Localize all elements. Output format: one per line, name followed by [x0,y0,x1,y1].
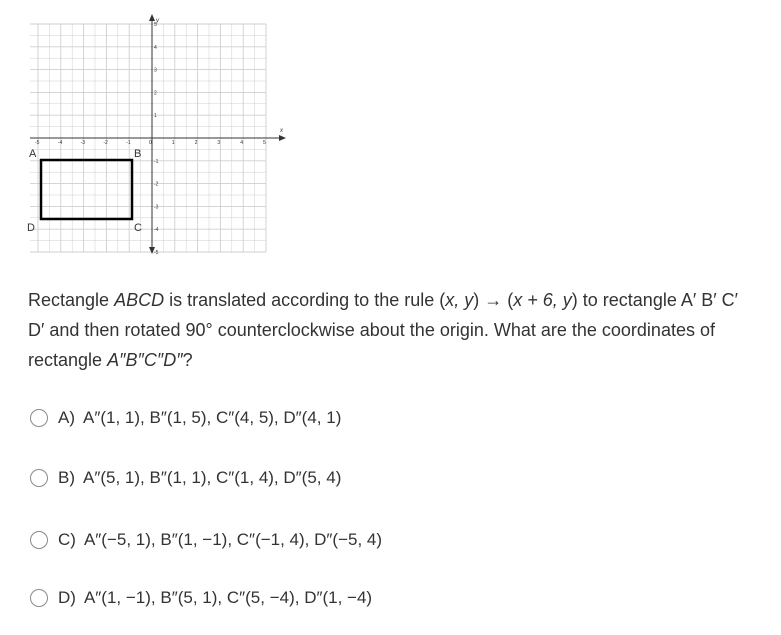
choice-letter-d: D) [58,588,76,607]
answer-choice-a[interactable] [30,404,341,432]
choice-letter-c: C) [58,530,76,549]
radio-button-a[interactable] [30,409,48,427]
radio-button-b[interactable] [30,469,48,487]
question-part3: ) → ( [473,290,514,310]
question-text [28,285,758,375]
answer-choice-c[interactable] [30,526,382,554]
y-tick-label: 5 [154,22,157,28]
choice-letter-b: B) [58,468,75,487]
x-tick-label: -5 [35,140,40,146]
choice-text-a: A″(1, 1), B″(1, 5), C″(4, 5), D″(4, 1) [83,408,342,427]
x-tick-label: 0 [149,140,152,146]
y-tick-label: 2 [154,90,157,97]
question-x6y: x + 6, y [513,290,572,310]
choice-text-b: A″(5, 1), B″(1, 1), C″(1, 4), D″(5, 4) [83,468,342,487]
x-tick-label: -2 [103,140,108,146]
question-xy: x, y [445,290,474,310]
x-tick-label: -4 [57,140,63,146]
question-part5: ? [182,350,193,370]
x-tick-label: 3 [217,140,221,146]
radio-button-d[interactable] [30,589,48,607]
x-tick-label: 2 [194,140,198,146]
y-axis-label: y [156,18,159,24]
choice-text-c: A″(−5, 1), B″(1, −1), C″(−1, 4), D″(−5, 4) [83,530,383,549]
y-tick-label: -5 [154,250,159,256]
y-tick-label: -2 [154,181,159,188]
question-target: A″B″C″D″ [107,350,183,370]
x-tick-label: 1 [171,140,175,146]
graph-tick-labels [35,22,266,256]
y-axis-arrow-up [149,14,155,21]
y-tick-label: 4 [154,44,157,51]
choice-text-d: A″(1, −1), B″(5, 1), C″(5, −4), D″(1, −4) [83,588,373,607]
question-abcd: ABCD [114,290,165,310]
x-tick-label: -3 [80,140,86,146]
answer-choice-d[interactable] [30,584,372,612]
x-tick-label: -1 [126,140,131,146]
question-part4: ) to rectangle A′ B′ C′ D′ and then rotated 90° counterclockwise about the origin. What are the coordinates of rectangle [28,290,738,370]
x-axis-arrow [279,135,286,141]
vertex-label-b: B [134,148,142,160]
coordinate-graph [0,0,300,260]
y-tick-label: -3 [154,204,159,211]
vertex-label-d: D [27,222,35,234]
question-part2: is translated according to the rule ( [164,290,446,310]
choice-letter-a: A) [58,408,75,427]
x-tick-label: 4 [240,140,243,146]
vertex-label-c: C [134,222,142,234]
question-part1: Rectangle [28,290,115,310]
vertex-label-a: A [29,148,37,160]
answer-choice-b[interactable] [30,464,341,492]
y-tick-label: -1 [154,158,159,165]
x-axis-label: x [280,128,283,134]
rectangle-abcd [41,160,132,219]
x-tick-label: 5 [263,140,266,146]
radio-button-c[interactable] [30,531,48,549]
y-tick-label: 1 [154,113,157,120]
y-tick-label: -4 [154,227,159,234]
y-tick-label: 3 [154,67,157,74]
